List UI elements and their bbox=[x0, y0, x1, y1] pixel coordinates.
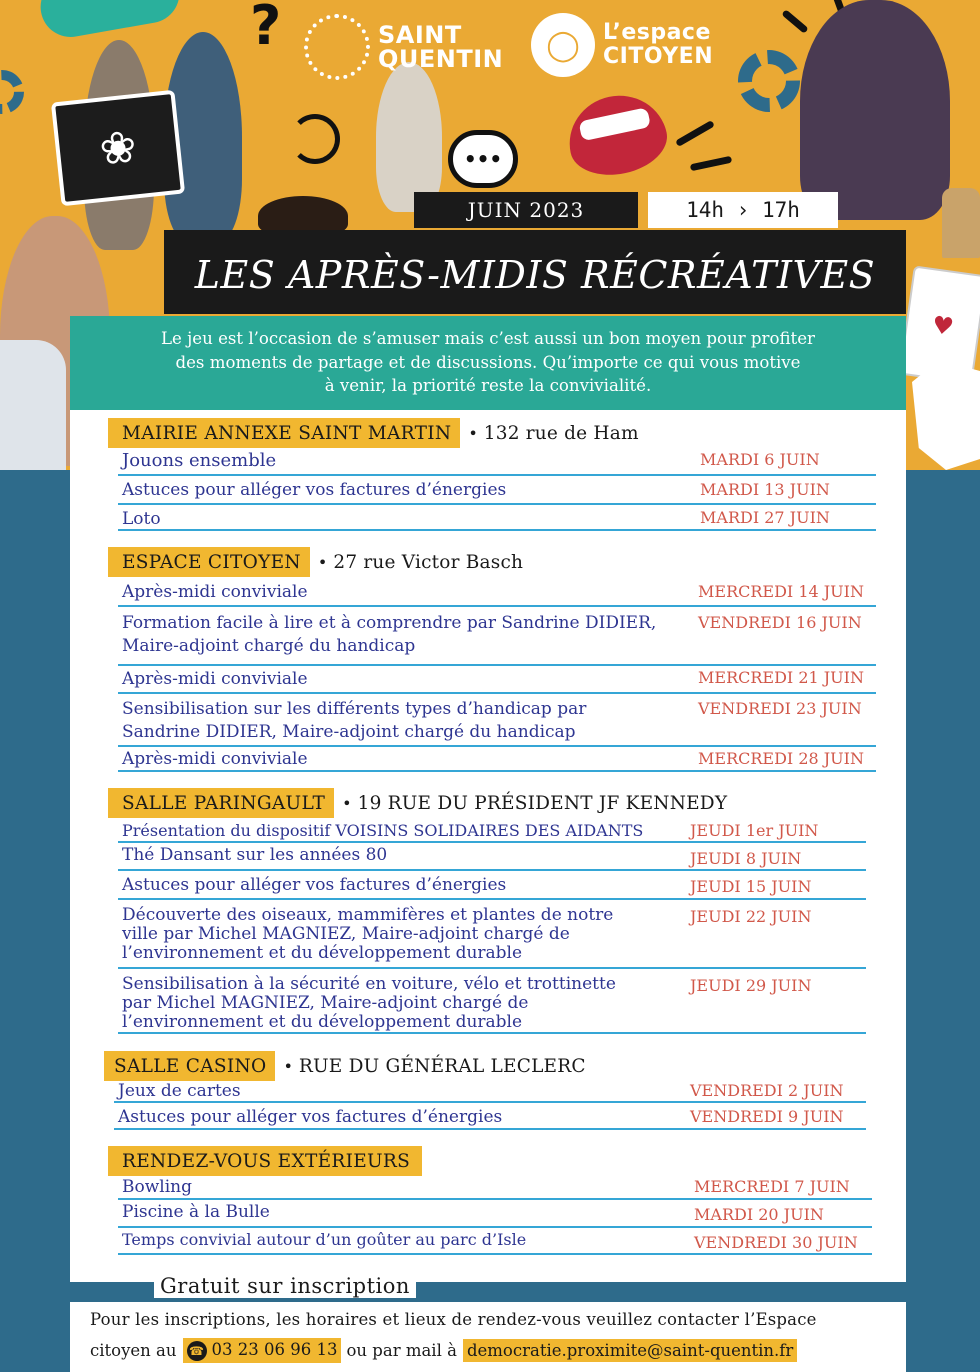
event-date: MERCREDI 14 JUIN bbox=[698, 582, 864, 601]
bullet-separator: • bbox=[468, 423, 478, 443]
venue-section bbox=[108, 547, 878, 577]
event-date: VENDREDI 9 JUIN bbox=[690, 1107, 844, 1126]
event-row bbox=[118, 819, 866, 843]
event-name: Loto bbox=[122, 509, 161, 529]
email-link[interactable]: democratie.proximite@saint-quentin.fr bbox=[463, 1339, 797, 1362]
event-date: VENDREDI 16 JUIN bbox=[698, 613, 862, 632]
decorative-dash bbox=[781, 9, 808, 34]
board-game-icon: ❀ bbox=[51, 90, 185, 206]
event-date: VENDREDI 23 JUIN bbox=[698, 699, 862, 718]
event-name: Jouons ensemble bbox=[122, 450, 277, 471]
venue-address: 27 rue Victor Basch bbox=[333, 551, 524, 573]
photo-thinking-child bbox=[800, 0, 950, 220]
event-name-line: Formation facile à lire et à comprendre par Sandrine DIDIER, bbox=[122, 613, 657, 633]
bullet-separator: • bbox=[342, 793, 352, 813]
event-row bbox=[118, 970, 866, 1034]
bullet-separator: • bbox=[283, 1056, 293, 1076]
event-date: JEUDI 15 JUIN bbox=[690, 877, 812, 896]
event-date: MERCREDI 28 JUIN bbox=[698, 749, 864, 768]
free-registration-text: Gratuit sur inscription bbox=[154, 1274, 416, 1298]
event-row bbox=[118, 748, 876, 772]
contact-text-line: Pour les inscriptions, les horaires et lieux de rendez-vous veuillez contacter l’Espace bbox=[90, 1310, 817, 1329]
event-row bbox=[118, 449, 876, 476]
event-row bbox=[118, 1229, 872, 1255]
event-date: JEUDI 8 JUIN bbox=[690, 849, 802, 868]
event-name: Astuces pour alléger vos factures d’énergies bbox=[122, 875, 507, 895]
event-row bbox=[118, 667, 876, 694]
event-name-line: l’environnement et du développement durable bbox=[122, 943, 523, 963]
event-name-line: Maire-adjoint chargé du handicap bbox=[122, 636, 416, 656]
gear-icon bbox=[0, 70, 24, 114]
phone-number[interactable] bbox=[183, 1338, 342, 1363]
divider bbox=[436, 1287, 906, 1292]
event-date: MARDI 27 JUIN bbox=[700, 508, 830, 527]
contact-prefix: citoyen au bbox=[90, 1341, 177, 1360]
chess-piece-image bbox=[942, 188, 980, 258]
event-name: Piscine à la Bulle bbox=[122, 1202, 270, 1222]
venue-section bbox=[108, 1146, 878, 1176]
venue-label: SALLE PARINGAULT bbox=[108, 788, 334, 818]
event-name: Thé Dansant sur les années 80 bbox=[122, 845, 388, 865]
venue-header bbox=[104, 1051, 874, 1081]
event-row bbox=[114, 1104, 866, 1130]
venue-address: 19 RUE DU PRÉSIDENT JF KENNEDY bbox=[357, 792, 728, 814]
page-title: LES APRÈS-MIDIS RÉCRÉATIVES bbox=[164, 230, 906, 314]
white-burst-shape bbox=[912, 360, 980, 470]
venue-address: 132 rue de Ham bbox=[483, 422, 639, 444]
gear-icon bbox=[738, 50, 800, 112]
venue-label: MAIRIE ANNEXE SAINT MARTIN bbox=[108, 418, 460, 448]
venue-section bbox=[108, 788, 878, 818]
event-name: Temps convivial autour d’un goûter au parc d’Isle bbox=[122, 1230, 527, 1249]
event-row bbox=[118, 695, 876, 747]
event-name: Après-midi conviviale bbox=[122, 669, 308, 689]
event-row bbox=[118, 506, 876, 531]
event-name: Jeux de cartes bbox=[118, 1081, 241, 1101]
burst-icon bbox=[290, 114, 340, 164]
event-row bbox=[118, 1176, 872, 1200]
event-name-line: Découverte des oiseaux, mammifères et plantes de notre bbox=[122, 905, 614, 925]
venue-header bbox=[108, 418, 878, 448]
event-name-line: Sandrine DIDIER, Maire-adjoint chargé du handicap bbox=[122, 722, 576, 742]
venue-label: SALLE CASINO bbox=[104, 1051, 275, 1081]
event-name: Astuces pour alléger vos factures d’énergies bbox=[118, 1107, 503, 1127]
event-name: Après-midi conviviale bbox=[122, 749, 308, 769]
venue-header bbox=[108, 788, 878, 818]
event-row bbox=[118, 872, 866, 900]
question-mark-icon: ? bbox=[250, 0, 282, 57]
intro-line: des moments de partage et de discussions. Qu’importe ce qui vous motive bbox=[175, 352, 801, 372]
event-date: JEUDI 22 JUIN bbox=[690, 907, 812, 926]
event-date: MARDI 20 JUIN bbox=[694, 1205, 824, 1224]
saint-quentin-emblem-icon bbox=[304, 14, 370, 80]
event-date: VENDREDI 2 JUIN bbox=[690, 1081, 844, 1100]
venue-label: RENDEZ-VOUS EXTÉRIEURS bbox=[108, 1146, 422, 1176]
event-date: JEUDI 29 JUIN bbox=[690, 976, 812, 995]
event-name: Astuces pour alléger vos factures d’énergies bbox=[122, 480, 507, 500]
event-row bbox=[118, 477, 876, 505]
playing-cards-image: ♥ bbox=[899, 265, 980, 384]
intro-line: à venir, la priorité reste la convivialité. bbox=[324, 376, 652, 395]
event-name: Après-midi conviviale bbox=[122, 582, 308, 602]
bullet-separator: • bbox=[317, 552, 328, 572]
event-name: Bowling bbox=[122, 1177, 192, 1197]
intro-line: Le jeu est l’occasion de s’amuser mais c’est aussi un bon moyen pour profiter bbox=[161, 329, 815, 348]
divider bbox=[70, 1287, 138, 1292]
lightbulb-icon: ◯ bbox=[531, 13, 595, 77]
saint-quentin-logo bbox=[304, 14, 503, 80]
logo-espace-line1: L’espace bbox=[603, 20, 711, 45]
event-name: Présentation du dispositif VOISINS SOLIDAIRES DES AIDANTS bbox=[122, 821, 644, 840]
event-row bbox=[118, 608, 876, 666]
logo-city-line1: SAINT bbox=[378, 21, 462, 49]
event-row bbox=[118, 578, 876, 607]
month-label: JUIN 2023 bbox=[414, 192, 638, 228]
event-row bbox=[118, 844, 866, 871]
event-row bbox=[114, 1080, 866, 1103]
event-date: MERCREDI 7 JUIN bbox=[694, 1177, 850, 1196]
venue-address: RUE DU GÉNÉRAL LECLERC bbox=[298, 1055, 586, 1077]
event-row bbox=[118, 1201, 872, 1228]
photo-boy-shirt bbox=[0, 340, 66, 470]
event-date: JEUDI 1er JUIN bbox=[690, 821, 819, 840]
event-row bbox=[118, 901, 866, 969]
event-date: VENDREDI 30 JUIN bbox=[694, 1233, 858, 1252]
venue-label: ESPACE CITOYEN bbox=[108, 547, 310, 577]
chat-bubble-icon: ••• bbox=[448, 130, 518, 188]
event-name-line: Sensibilisation à la sécurité en voiture, vélo et trottinette bbox=[122, 974, 616, 994]
phone-number-text: 03 23 06 96 13 bbox=[211, 1340, 338, 1359]
venue-section bbox=[108, 418, 878, 448]
contact-mid: ou par mail à bbox=[346, 1341, 457, 1360]
venue-header bbox=[108, 1146, 878, 1176]
teal-speech-blob bbox=[36, 0, 184, 42]
venue-header bbox=[108, 547, 878, 577]
event-name-line: l’environnement et du développement durable bbox=[122, 1012, 523, 1032]
phone-icon: ☎ bbox=[187, 1341, 207, 1361]
contact-footer bbox=[70, 1302, 906, 1372]
contact-text-line bbox=[90, 1338, 797, 1363]
decorative-dash bbox=[675, 120, 715, 147]
event-date: MARDI 13 JUIN bbox=[700, 480, 830, 499]
event-name-line: ville par Michel MAGNIEZ, Maire-adjoint chargé de bbox=[122, 924, 570, 944]
event-date: MARDI 6 JUIN bbox=[700, 450, 820, 469]
logo-espace-line2: CITOYEN bbox=[603, 44, 714, 69]
intro-text bbox=[70, 316, 906, 410]
decorative-dash bbox=[690, 156, 733, 172]
logo-city-line2: QUENTIN bbox=[378, 45, 504, 73]
smiling-mouth-image bbox=[561, 87, 673, 184]
espace-citoyen-logo bbox=[531, 13, 713, 77]
event-name-line: par Michel MAGNIEZ, Maire-adjoint chargé de bbox=[122, 993, 529, 1013]
photo-woman-with-books bbox=[376, 62, 442, 212]
free-registration-banner bbox=[70, 1276, 906, 1300]
venue-section bbox=[104, 1051, 874, 1081]
hours-label: 14h › 17h bbox=[648, 192, 838, 228]
event-date: MERCREDI 21 JUIN bbox=[698, 668, 864, 687]
event-name-line: Sensibilisation sur les différents types d’handicap par bbox=[122, 699, 587, 719]
